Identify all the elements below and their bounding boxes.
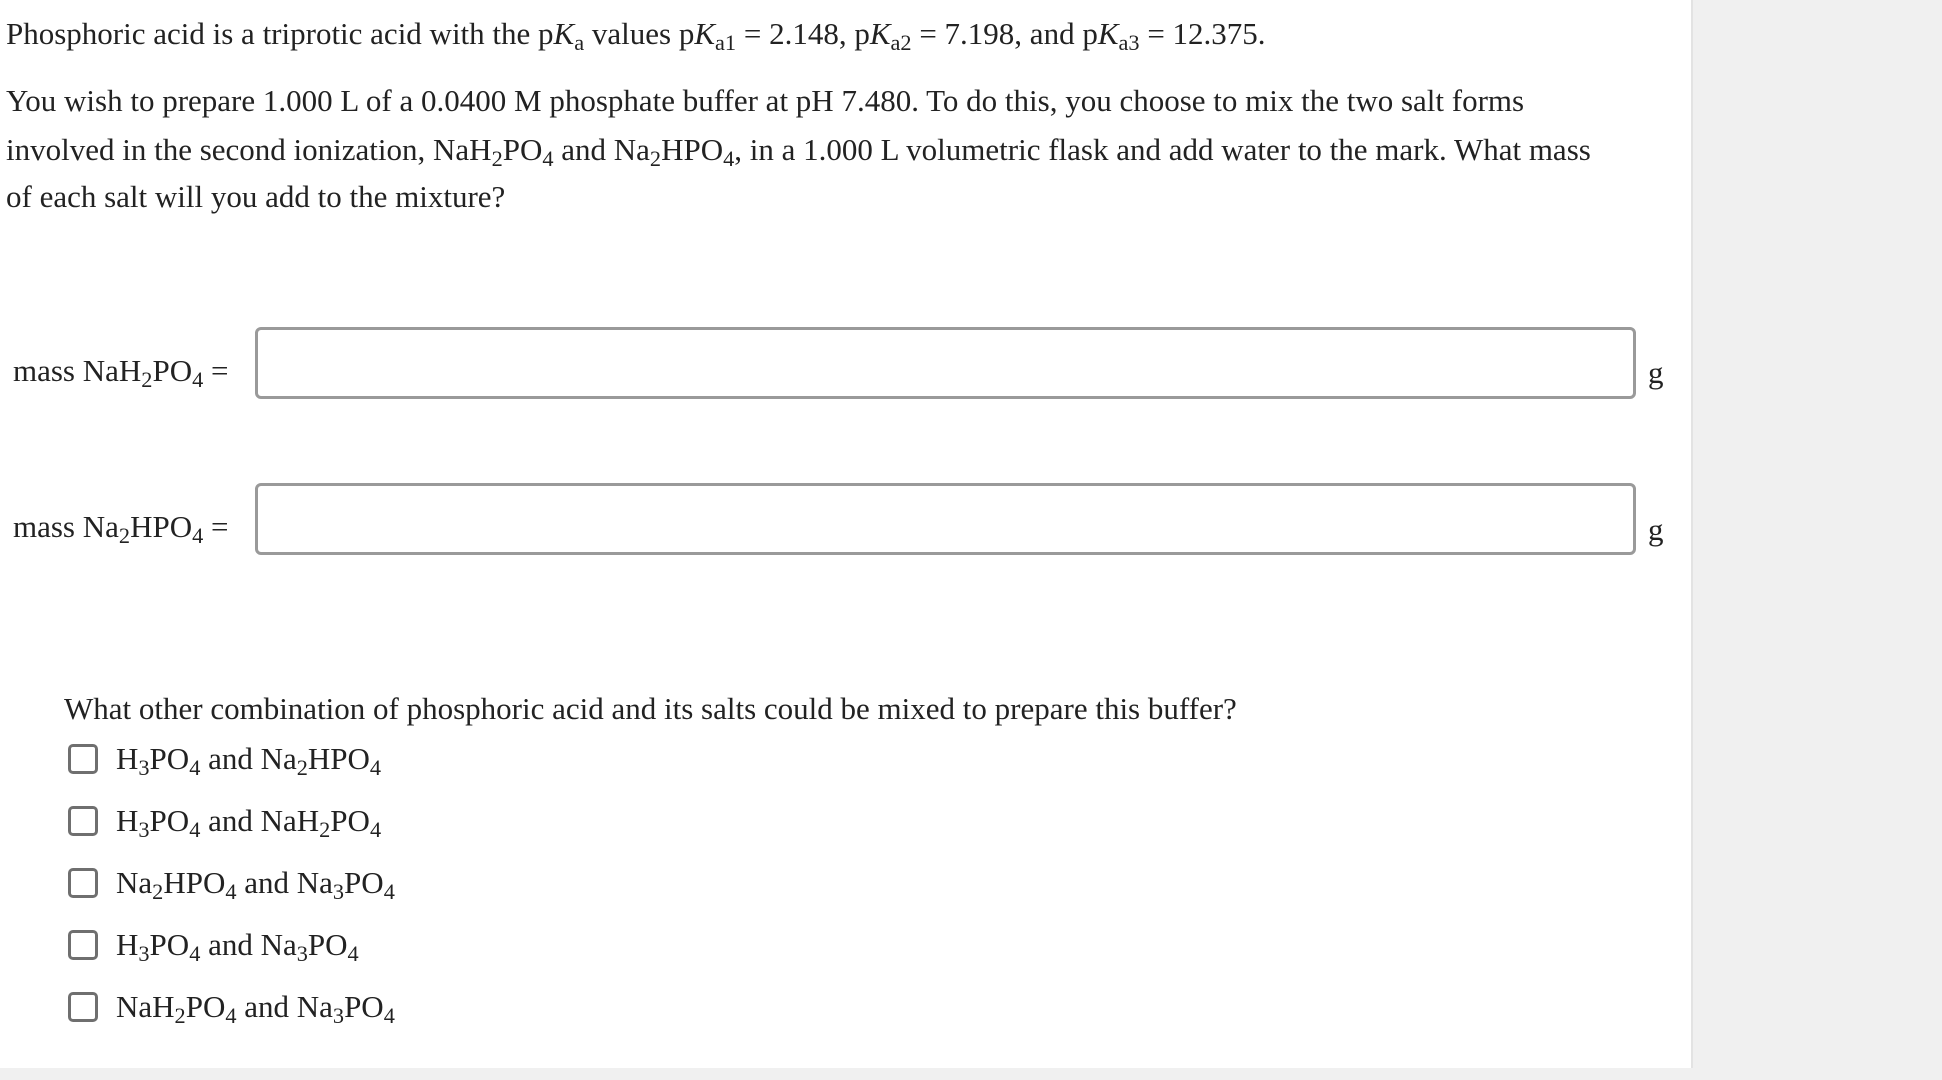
mass-nah2po4-input[interactable] xyxy=(255,327,1636,399)
subscript: 3 xyxy=(138,817,150,843)
a2-subscript: a2 xyxy=(890,30,912,56)
checkbox[interactable] xyxy=(68,930,98,960)
formula-text: NaH xyxy=(116,989,175,1024)
option-label xyxy=(116,925,359,965)
pka1-symbol: pK xyxy=(678,16,716,51)
panel-border xyxy=(1691,0,1693,1068)
formula-text: PO xyxy=(149,803,190,838)
checkbox[interactable] xyxy=(68,744,98,774)
subscript: 2 xyxy=(296,755,308,781)
subscript: 2 xyxy=(491,146,503,172)
subscript: 2 xyxy=(118,523,131,549)
option-na2hpo4-na3po4[interactable] xyxy=(68,861,395,905)
subscript: 2 xyxy=(174,1003,186,1029)
combination-question: What other combination of phosphoric acid and its salts could be mixed to prepare this buffer? xyxy=(64,691,1237,726)
pka2-symbol: pK xyxy=(854,16,891,51)
subscript: 2 xyxy=(649,146,662,172)
line3-text: PO xyxy=(502,132,543,167)
problem-line-3 xyxy=(6,126,1591,173)
equals-sign: = xyxy=(203,353,229,388)
formula-text: PO xyxy=(307,927,348,962)
formula-text: Na xyxy=(116,865,153,900)
subscript: 4 xyxy=(347,941,359,967)
subscript: 4 xyxy=(189,755,201,781)
subscript: 4 xyxy=(542,146,554,172)
equals-sign: = xyxy=(203,509,229,544)
subscript: 4 xyxy=(192,367,204,393)
option-h3po4-nah2po4[interactable] xyxy=(68,799,381,843)
subscript: 2 xyxy=(141,367,153,393)
a3-subscript: a3 xyxy=(1118,30,1140,56)
subscript: 4 xyxy=(189,941,201,967)
option-label xyxy=(116,863,395,903)
mass-na2hpo4-label xyxy=(13,507,228,547)
intro-paragraph xyxy=(6,10,1266,57)
subscript: 4 xyxy=(192,523,204,549)
formula-text: HPO xyxy=(163,865,226,900)
formula-text: PO xyxy=(149,741,190,776)
label-text: mass Na xyxy=(13,509,119,544)
subscript: 4 xyxy=(225,879,237,905)
line3-text: HPO xyxy=(661,132,724,167)
k-italic: K xyxy=(694,16,716,51)
formula-text: PO xyxy=(185,989,226,1024)
mass-nah2po4-unit: g xyxy=(1648,355,1664,390)
formula-text: and Na xyxy=(200,741,297,776)
formula-text: H xyxy=(116,741,139,776)
mass-na2hpo4-unit: g xyxy=(1648,512,1664,547)
subscript: 4 xyxy=(369,755,382,781)
line3-text: involved in the second ionization, NaH xyxy=(6,132,492,167)
subscript: 2 xyxy=(152,879,164,905)
problem-line-2: You wish to prepare 1.000 L of a 0.0400 M phosphate buffer at pH 7.480. To do this, you choose to mix the two salt forms xyxy=(6,83,1525,118)
subscript: 4 xyxy=(723,146,735,172)
mass-na2hpo4-input[interactable] xyxy=(255,483,1636,555)
formula-text: and Na xyxy=(200,927,297,962)
formula-text: PO xyxy=(149,927,190,962)
values-text: values xyxy=(584,16,679,51)
line3-text: , in a 1.000 L volumetric flask and add water to the mark. What mass xyxy=(734,132,1591,167)
formula-text: H xyxy=(116,803,139,838)
subscript: 3 xyxy=(332,879,345,905)
formula-text: and NaH xyxy=(200,803,320,838)
line3-text: and Na xyxy=(553,132,650,167)
subscript: 4 xyxy=(383,1003,395,1029)
checkbox[interactable] xyxy=(68,806,98,836)
k-italic: K xyxy=(869,16,891,51)
formula-text: HPO xyxy=(307,741,370,776)
intro-text: Phosphoric acid is a triprotic acid with the xyxy=(6,16,539,51)
subscript: 4 xyxy=(225,1003,237,1029)
k-italic: K xyxy=(1097,16,1119,51)
mass-nah2po4-label xyxy=(13,351,228,391)
a-subscript: a xyxy=(574,30,585,56)
pka1-value: = 2.148, xyxy=(736,16,855,51)
option-h3po4-na2hpo4[interactable] xyxy=(68,737,381,781)
pka2-value: = 7.198, and xyxy=(911,16,1083,51)
pka3-symbol: pK xyxy=(1082,16,1119,51)
subscript: 4 xyxy=(383,879,395,905)
formula-text: PO xyxy=(344,989,384,1024)
option-label xyxy=(116,801,381,841)
subscript: 3 xyxy=(332,1003,345,1029)
problem-line-4: of each salt will you add to the mixture? xyxy=(6,179,506,214)
option-nah2po4-na3po4[interactable] xyxy=(68,985,395,1029)
formula-text: H xyxy=(116,927,139,962)
checkbox[interactable] xyxy=(68,868,98,898)
pk-symbol: pK xyxy=(538,16,575,51)
subscript: 3 xyxy=(138,941,150,967)
option-h3po4-na3po4[interactable] xyxy=(68,923,359,967)
subscript: 4 xyxy=(189,817,201,843)
subscript: 3 xyxy=(296,941,308,967)
checkbox[interactable] xyxy=(68,992,98,1022)
pka3-value: = 12.375. xyxy=(1139,16,1266,51)
label-text: HPO xyxy=(130,509,193,544)
formula-text: and Na xyxy=(236,865,333,900)
label-text: mass NaH xyxy=(13,353,142,388)
subscript: 3 xyxy=(138,755,150,781)
option-label xyxy=(116,987,395,1027)
formula-text: PO xyxy=(344,865,384,900)
k-italic: K xyxy=(553,16,575,51)
formula-text: PO xyxy=(330,803,370,838)
label-text: PO xyxy=(152,353,193,388)
subscript: 2 xyxy=(319,817,331,843)
subscript: 4 xyxy=(369,817,382,843)
formula-text: and Na xyxy=(236,989,333,1024)
a1-subscript: a1 xyxy=(715,30,737,56)
option-label xyxy=(116,739,381,779)
